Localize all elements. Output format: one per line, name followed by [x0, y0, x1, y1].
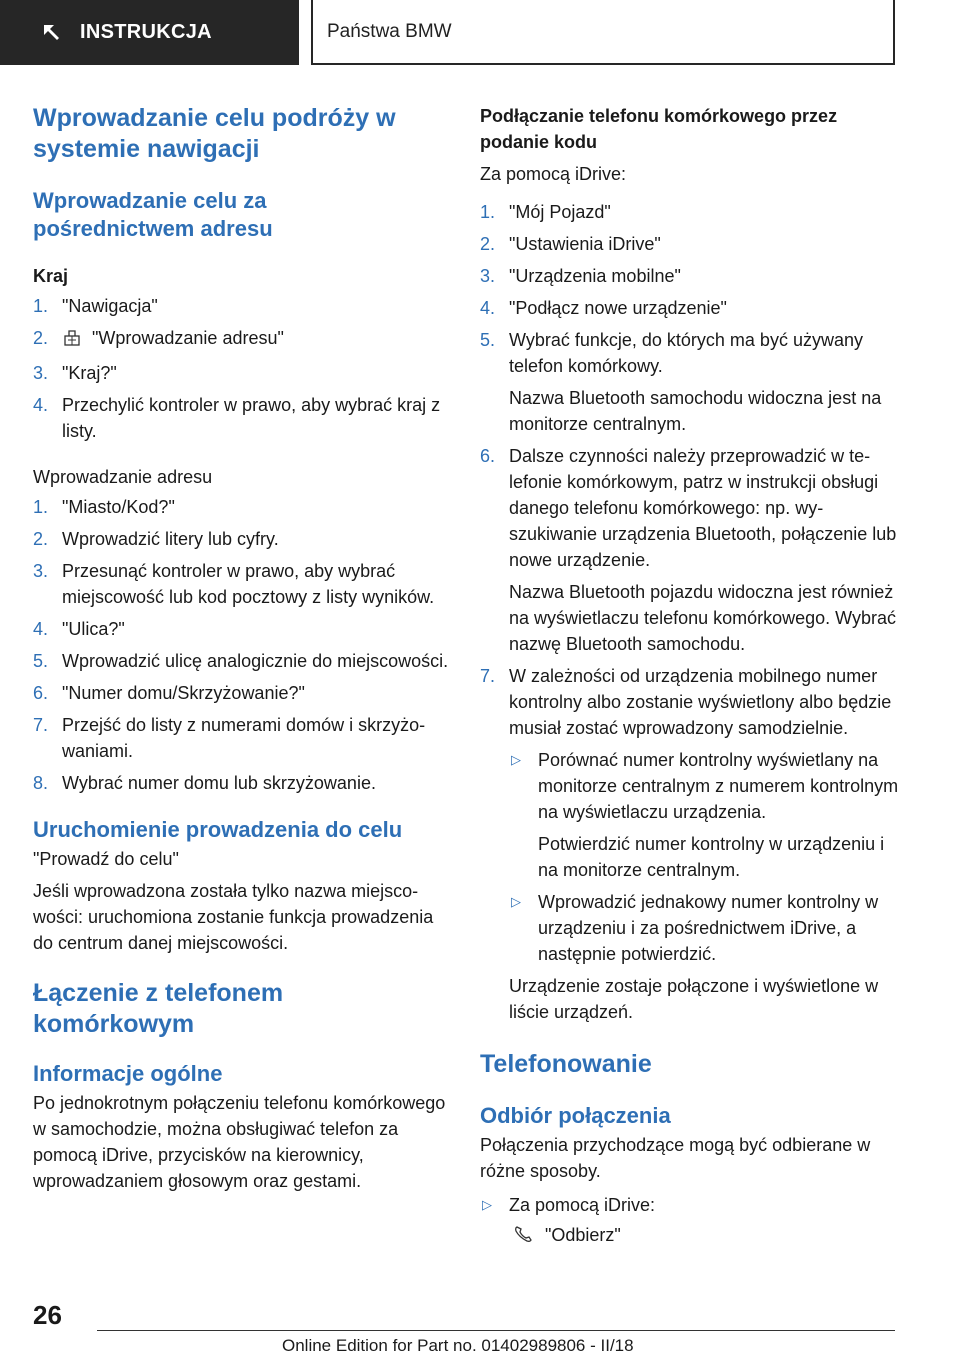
bullet-item — [480, 1192, 900, 1251]
tab-instrukcja[interactable] — [0, 0, 299, 65]
phone-handset-icon — [513, 1224, 535, 1251]
step7-result: Urządzenie zostaje połączone i wyświetlone w liście urządzeń. — [509, 976, 879, 1022]
step-text: "Ulica?" — [62, 619, 125, 639]
step-text: "Kraj?" — [62, 363, 117, 383]
triangle-bullet-icon: ▷ — [511, 752, 521, 767]
answer-call-text: Połączenia przychodzące mogą być odbierane w różne sposoby. — [480, 1135, 871, 1181]
list-item — [33, 648, 451, 674]
kraj-steps — [33, 293, 451, 444]
step-text: Przejść do listy z numerami domów i skrzyżowaniami. — [62, 715, 426, 761]
step-number: 4. — [33, 395, 49, 415]
pairing-steps — [480, 199, 900, 1025]
tab-panstwa-bmw-label: Państwa BMW — [327, 20, 452, 42]
list-item — [480, 663, 900, 1025]
step-subtext: Nazwa Bluetooth pojazdu widoczna jest również na wyświetlaczu telefonu komórkowego. Wybrać nazwę Bluetooth samochodu. — [509, 582, 897, 654]
page-number: 26 — [33, 1300, 62, 1330]
step-text: Wprowadzić ulicę analogicznie do miejscowości. — [62, 651, 449, 671]
right-column — [480, 103, 900, 1257]
bullet-item — [509, 889, 900, 967]
step-number: 3. — [33, 561, 49, 581]
section-title-telefonowanie: Telefonowanie — [480, 1050, 652, 1078]
step-text: Wprowadzić litery lub cyfry. — [62, 529, 279, 549]
step-number: 1. — [480, 202, 496, 222]
list-item — [33, 360, 451, 386]
adres-label: Wprowadzanie adresu — [33, 467, 213, 487]
section-title-phone: Łączenie z telefonem komórkowym — [33, 979, 284, 1038]
step7-bullets — [509, 747, 900, 967]
triangle-bullet-icon: ▷ — [482, 1197, 492, 1212]
step-number: 1. — [33, 497, 49, 517]
bullet-subtext: Potwierdzić numer kontrolny w urządzeniu i na monitorze centralnym. — [538, 834, 885, 880]
bullet-item — [509, 747, 900, 883]
step-number: 3. — [480, 266, 496, 286]
list-item — [33, 526, 451, 552]
step-number: 4. — [480, 298, 496, 318]
list-item — [480, 295, 900, 321]
step-number: 2. — [33, 529, 49, 549]
section-heading-answer-call: Odbiór połączenia — [480, 1103, 671, 1128]
step-text: "Miasto/Kod?" — [62, 497, 175, 517]
arrow-back-icon — [42, 23, 62, 43]
list-item — [480, 263, 900, 289]
bullet-text: Porównać numer kontrolny wyświetlany na monitorze centralnym z numerem kontrolnym na wyświetlaczu urządzenia. — [538, 750, 899, 822]
section-heading-general-info: Informacje ogólne — [33, 1061, 223, 1086]
kraj-label: Kraj — [33, 266, 69, 286]
step-text: Wybrać funkcje, do których ma być używany telefon komórkowy. — [509, 330, 863, 376]
tab-panstwa-bmw[interactable] — [311, 0, 895, 65]
adres-steps — [33, 494, 451, 796]
answer-command-text: "Odbierz" — [545, 1225, 621, 1245]
list-item — [480, 443, 900, 657]
step-number: 2. — [480, 234, 496, 254]
step-text: Przesunąć kontroler w prawo, aby wybrać miejscowość lub kod pocztowy z listy wyników. — [62, 561, 435, 607]
step-text: Przechylić kontroler w prawo, aby wybrać kraj z listy. — [62, 395, 441, 441]
section-heading-start-guidance: Uruchomienie prowadzenia do celu — [33, 817, 403, 842]
triangle-bullet-icon: ▷ — [511, 894, 521, 909]
step-text: Dalsze czynności należy przeprowadzić w telefonie komórkowym, patrz w instrukcji obsługi danego telefonu komórkowego: np. wyszukiwanie urządzenia Bluetooth, połączenie lub nowe urządzenie. — [509, 446, 897, 570]
left-column — [33, 103, 451, 1194]
list-item — [33, 616, 451, 642]
step-number: 1. — [33, 296, 49, 316]
step-number: 8. — [33, 773, 49, 793]
step-number: 7. — [33, 715, 49, 735]
step-subtext: Nazwa Bluetooth samochodu widoczna jest na monitorze centralnym. — [509, 388, 882, 434]
step-text: Wybrać numer domu lub skrzyżowanie. — [62, 773, 376, 793]
list-item — [33, 712, 451, 764]
step-number: 7. — [480, 666, 496, 686]
bullet-text: Wprowadzić jednakowy numer kontrolny w urządzeniu i za pośrednictwem iDrive, a następnie potwierdzić. — [538, 892, 879, 964]
step-number: 4. — [33, 619, 49, 639]
page-title: Wprowadzanie celu podróży w systemie nawigacji — [33, 104, 396, 163]
tab-instrukcja-label: INSTRUKCJA — [80, 21, 212, 43]
step-number: 2. — [33, 328, 49, 348]
step-text: "Mój Pojazd" — [509, 202, 611, 222]
general-info-text: Po jednokrotnym połączeniu telefonu komórkowego w samochodzie, można obsługiwać telefon za pomocą iDrive, przycisków na kierownicy, wprowadzaniem głosowym oraz gestami. — [33, 1093, 446, 1191]
step-text: "Numer domu/Skrzyżowanie?" — [62, 683, 305, 703]
answer-command — [509, 1222, 900, 1251]
list-item — [33, 392, 451, 444]
step-text: "Podłącz nowe urządzenie" — [509, 298, 727, 318]
answer-call-bullets — [480, 1192, 900, 1251]
step-number: 6. — [33, 683, 49, 703]
list-item — [33, 325, 451, 354]
step-number: 5. — [33, 651, 49, 671]
address-entry-icon — [62, 327, 82, 354]
step-number: 5. — [480, 330, 496, 350]
step-text: "Urządzenia mobilne" — [509, 266, 681, 286]
step-number: 3. — [33, 363, 49, 383]
step-text: "Nawigacja" — [62, 296, 158, 316]
list-item — [33, 558, 451, 610]
step-text: "Ustawienia iDrive" — [509, 234, 661, 254]
list-item — [33, 494, 451, 520]
footer-divider — [97, 1330, 895, 1331]
list-item — [480, 327, 900, 437]
bullet-text: Za pomocą iDrive: — [509, 1195, 656, 1215]
footer-edition: Online Edition for Part no. 01402989806 - II/18 — [282, 1336, 634, 1355]
section-heading-address: Wprowadzanie celu za pośrednictwem adresu — [33, 188, 273, 241]
pairing-intro: Za pomocą iDrive: — [480, 164, 627, 184]
start-guidance-text: Jeśli wprowadzona została tylko nazwa miejscowości: uruchomiona zostanie funkcja prowadzenia do centrum danej miejscowości. — [33, 881, 434, 953]
start-guidance-command: "Prowadź do celu" — [33, 849, 179, 869]
step-text: W zależności od urządzenia mobilnego numer kontrolny albo zostanie wyświetlony albo będzie musiał zostać wprowadzony samodzielnie. — [509, 666, 892, 738]
list-item — [480, 231, 900, 257]
step-text: "Wprowadzanie adresu" — [92, 328, 284, 348]
list-item — [33, 680, 451, 706]
list-item — [33, 293, 451, 319]
list-item — [33, 770, 451, 796]
step-number: 6. — [480, 446, 496, 466]
pairing-heading: Podłączanie telefonu komórkowego przez podanie kodu — [480, 106, 838, 152]
list-item — [480, 199, 900, 225]
